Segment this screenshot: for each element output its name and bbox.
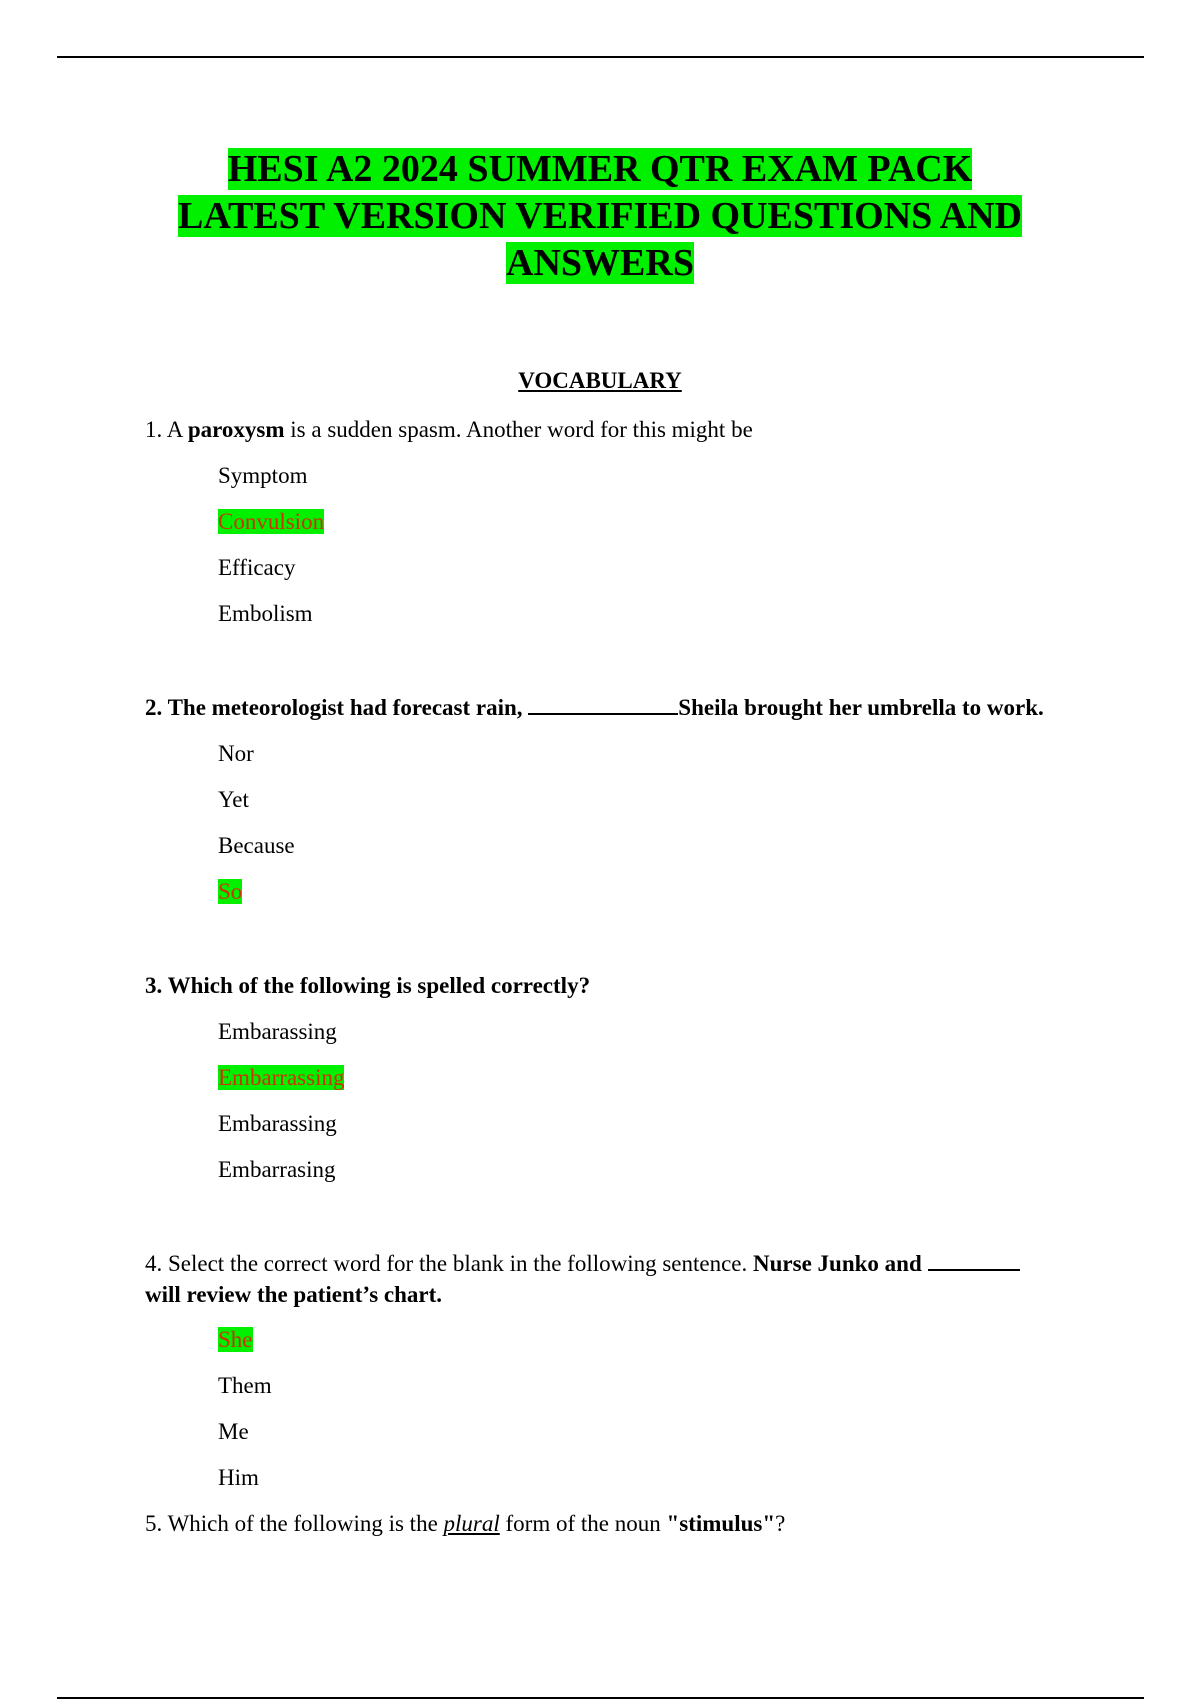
- page-title: [0, 146, 1200, 287]
- q1-option-a: Symptom: [218, 463, 308, 488]
- q2-blank: [528, 695, 678, 715]
- question-1: 1. A paroxysm is a sudden spasm. Another word for this might be: [145, 417, 753, 442]
- title-line-3: ANSWERS: [506, 242, 694, 284]
- q4-option-a-correct: She: [218, 1327, 253, 1352]
- q2-option-c: Because: [218, 833, 295, 858]
- q1-option-d: Embolism: [218, 601, 313, 626]
- title-line-1: HESI A2 2024 SUMMER QTR EXAM PACK: [227, 148, 973, 190]
- question-4: 4. Select the correct word for the blank in the following sentence. Nurse Junko and: [145, 1248, 1020, 1279]
- q2-option-b: Yet: [218, 787, 249, 812]
- q2-option-d-correct: So: [218, 879, 243, 904]
- q3-option-a: Embarassing: [218, 1019, 337, 1044]
- q4-option-d: Him: [218, 1465, 259, 1490]
- q4-option-b: Them: [218, 1373, 272, 1398]
- question-5: 5. Which of the following is the plural form of the noun "stimulus"?: [145, 1511, 786, 1536]
- question-3: 3. Which of the following is spelled correctly?: [145, 973, 591, 998]
- q2-option-a: Nor: [218, 741, 254, 766]
- section-heading: VOCABULARY: [518, 368, 682, 393]
- question-4-line-2: will review the patient’s chart.: [145, 1282, 443, 1307]
- keyword-paroxysm: paroxysm: [187, 417, 285, 442]
- q3-option-b-correct: Embarrassing: [218, 1065, 345, 1090]
- q3-option-d: Embarrasing: [218, 1157, 336, 1182]
- top-rule: [57, 56, 1144, 58]
- q4-blank: [928, 1251, 1020, 1271]
- q1-option-b-correct: Convulsion: [218, 509, 325, 534]
- bottom-rule: [57, 1697, 1144, 1699]
- q1-option-c: Efficacy: [218, 555, 296, 580]
- question-2: 2. The meteorologist had forecast rain, Sheila brought her umbrella to work.: [145, 695, 1044, 720]
- title-line-2: LATEST VERSION VERIFIED QUESTIONS AND: [177, 195, 1022, 237]
- q3-option-c: Embarassing: [218, 1111, 337, 1136]
- q4-option-c: Me: [218, 1419, 249, 1444]
